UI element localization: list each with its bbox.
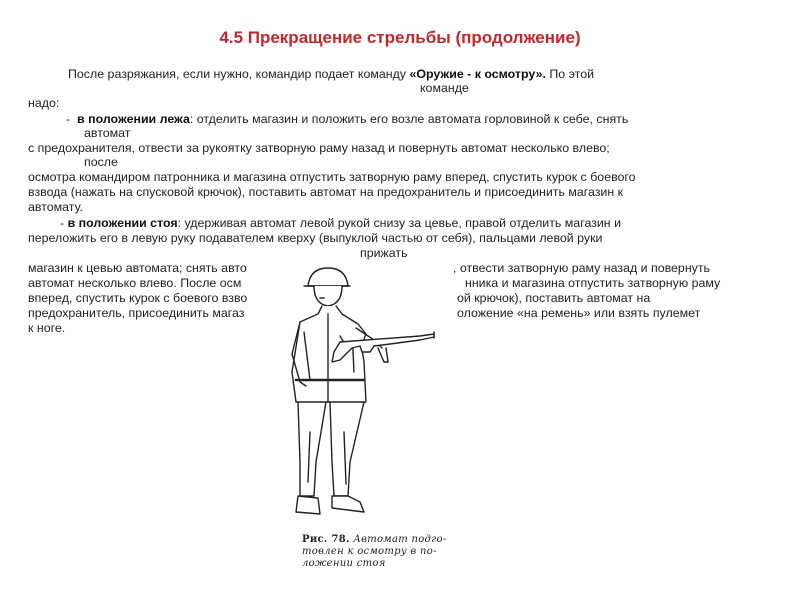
boots [296,496,364,514]
command-text: «Оружие - к осмотру». [409,67,546,81]
intro-line-3: надо: [28,96,60,110]
standing-line-3: прижать [360,246,408,260]
caption-line-1 [302,534,462,546]
prone-line-5: осмотра командиром патронника и магазина отпустить затворную раму вперед, спустить курок с боевого [28,170,636,184]
intro-line-2: команде [420,81,469,95]
head [314,286,342,306]
legs [298,402,364,496]
standing-dash: - [60,216,65,230]
standing-line-6-right: ой крючок), поставить автомат на [457,291,651,305]
standing-line-7-left: предохранитель, присоединить магаз [28,306,245,320]
standing-line-4-left: магазин к цевью автомата; снять авто [28,261,247,275]
prone-text: : отделить магазин и положить его возле автомата горловиной к себе, снять [189,112,629,126]
prone-dash: - [66,112,71,126]
standing-label: в положении стоя [67,216,178,230]
caption-line-3: ложении стоя [302,558,386,569]
caption-line-2: товлен к осмотру в по- [302,546,437,557]
prone-line-3: с предохранителя, отвести за рукоятку затворную раму назад и повернуть автомат несколько влево; [28,141,610,155]
prone-line-4: после [84,155,118,169]
caption-text-1: Автомат подго- [353,534,447,545]
figure-caption [302,534,462,570]
standing-line-6-left: вперед, спустить курок с боевого взво [28,291,248,305]
standing-line-7-right: оложение «на ремень» или взять пулемет [457,306,701,320]
standing-text: : удерживая автомат левой рукой снизу за цевье, правой отделить магазин и [177,216,622,230]
helmet-icon [304,268,350,286]
soldier-illustration [270,262,450,552]
prone-line-2: автомат [84,126,131,140]
standing-line-8: к ноге. [28,321,66,335]
prone-line-1 [66,112,628,126]
intro-prefix: После разряжания, если нужно, командир подает команду [68,67,410,81]
prone-line-6: взвода (нажать на спусковой крючок), поставить автомат на предохранитель и присоединить магазин к [28,185,624,199]
torso [292,306,366,402]
standing-line-5-left: автомат несколько влево. После осм [28,276,242,290]
intro-line-1 [68,67,594,81]
prone-label: в положении лежа [77,112,190,126]
standing-line-2: переложить его в левую руку подавателем кверху (выпуклой частью от себя), пальцами левой руки [28,231,603,245]
standing-line-4-right: , отвести затворную раму назад и повернуть [453,261,710,275]
caption-label: Рис. 78. [302,534,350,545]
intro-suffix: По этой [545,67,595,81]
slide-title: 4.5 Прекращение стрельбы (продолжение) [219,28,581,47]
standing-line-5-right: нника и магазина отпустить затворную раму [465,276,721,290]
standing-line-1 [60,216,621,230]
prone-line-7: автомату. [28,200,83,214]
